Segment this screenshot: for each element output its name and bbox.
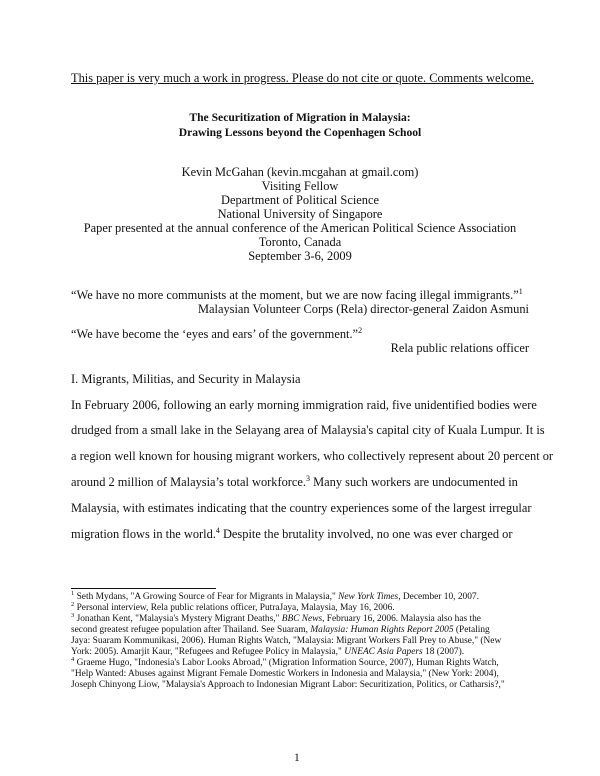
footnote-ref: 4 <box>215 525 220 535</box>
body-line: Malaysia, with estimates indicating that the country experiences some of the largest irregular <box>71 501 532 515</box>
footnote-ref: 1 <box>518 286 523 296</box>
page-number: 1 <box>294 752 300 764</box>
footnote-4: $^4$ Graeme Hugo, "Indonesia's Labor Looks Abroad," (Migration Information Source, 2007), Human Rights Watch, <box>71 655 499 668</box>
body-line: migration flows in the world.$^4$ Despite the brutality involved, no one was ever charged or <box>71 525 513 541</box>
footnote-ref: 2 <box>358 325 363 335</box>
body-line: around 2 million of Malaysia’s total workforce.$^3$ Many such workers are undocumented in <box>71 473 518 489</box>
footnote-3: $^3$ Jonathan Kent, "Malaysia's Mystery Migrant Deaths," BBC News, February 16, 2006. Malaysia also has the <box>71 611 481 624</box>
author-university: National University of Singapore <box>217 207 383 221</box>
author-role: Visiting Fellow <box>261 179 339 193</box>
conference-line: Paper presented at the annual conference of the American Political Science Association <box>83 221 517 235</box>
conference-location: Toronto, Canada <box>258 235 342 249</box>
footnote-separator <box>71 588 216 589</box>
footnote-1: $^1$ Seth Mydans, "A Growing Source of Fear for Migrants in Malaysia," New York Times, December 10, 2007. <box>71 589 479 602</box>
paper-title-line-2: Drawing Lessons beyond the Copenhagen School <box>178 126 422 139</box>
epigraph-attribution-1: Malaysian Volunteer Corps (Rela) director-general Zaidon Asmuni <box>198 302 529 316</box>
draft-notice: This paper is very much a work in progress. Please do not cite or quote. Comments welcome. <box>71 71 534 85</box>
epigraph-quote-2: “We have become the ‘eyes and ears’ of the government.”$^2$ <box>71 325 363 341</box>
paper-title-line-1: The Securitization of Migration in Malaysia: <box>189 111 411 124</box>
footnote-2: $^2$ Personal interview, Rela public relations officer, PutraJaya, Malaysia, May 16, 2006. <box>71 600 395 613</box>
author-department: Department of Political Science <box>221 193 379 207</box>
body-line: a region well known for housing migrant workers, who collectively represent about 20 percent or <box>71 449 554 463</box>
body-line: In February 2006, following an early morning immigration raid, five unidentified bodies were <box>71 398 537 412</box>
footnote-4-line-2: "Help Wanted: Abuses against Migrant Female Domestic Workers in Indonesia and Malaysia," (New York: 2004), <box>71 669 499 679</box>
conference-date: September 3-6, 2009 <box>248 249 352 263</box>
body-line: drudged from a small lake in the Selayang area of Malaysia's capital city of Kuala Lumpur. It is <box>71 423 545 437</box>
footnote-ref: 3 <box>306 473 311 483</box>
footnote-3-line-3: Jaya: Suaram Kommunikasi, 2006). Human Rights Watch, "Malaysia: Migrant Workers Fall Prey to Abuse," (New <box>71 636 502 646</box>
author-name: Kevin McGahan (kevin.mcgahan at gmail.com) <box>181 165 419 179</box>
epigraph-attribution-2: Rela public relations officer <box>390 341 529 355</box>
epigraph-quote-1: “We have no more communists at the moment, but we are now facing illegal immigrants.”$^1$ <box>71 286 523 302</box>
footnote-4-line-3: Joseph Chinyong Liow, "Malaysia's Approach to Indonesian Migrant Labor: Securitization, Politics, or Catharsis?," <box>71 680 505 690</box>
footnote-3-line-4: York: 2005). Amarjit Kaur, "Refugees and Refugee Policy in Malaysia," UNEAC Asia Papers 18 (2007). <box>71 647 465 657</box>
footnote-3-line-2: second greatest refugee population after Thailand. See Suaram, Malaysia: Human Rights Report 2005 (Petaling <box>71 625 490 635</box>
section-heading: I. Migrants, Militias, and Security in Malaysia <box>71 372 301 386</box>
